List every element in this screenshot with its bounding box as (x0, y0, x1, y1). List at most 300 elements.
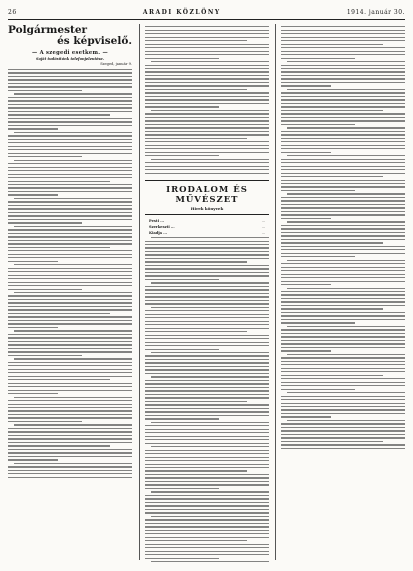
text-line (145, 26, 269, 27)
text-line (8, 177, 132, 178)
text-line (8, 327, 58, 328)
text-line (145, 30, 269, 31)
text-line (145, 512, 269, 513)
text-line (281, 423, 405, 424)
text-line (145, 321, 269, 322)
text-line (281, 434, 405, 435)
page-number: 26 (8, 8, 17, 16)
text-line (281, 242, 383, 243)
text-line (281, 225, 405, 226)
text-line (281, 71, 405, 72)
text-line (8, 445, 110, 446)
editor-row (149, 225, 265, 229)
text-line (145, 544, 269, 545)
text-line (145, 127, 269, 128)
text-line (8, 215, 132, 216)
text-line (145, 474, 269, 475)
text-line (8, 114, 110, 115)
text-line (281, 378, 405, 379)
editor-row (149, 231, 265, 235)
text-line (145, 436, 269, 437)
text-line (8, 243, 132, 244)
text-line (145, 359, 269, 360)
text-line (8, 139, 132, 140)
text-line (281, 26, 405, 27)
text-line (281, 190, 355, 191)
text-line (145, 37, 269, 38)
text-line (281, 336, 405, 337)
text-line (8, 278, 132, 279)
article-subtitle: — A szegedi esetkem. — (31, 50, 109, 56)
text-line (8, 428, 132, 429)
text-line (14, 264, 132, 265)
text-line (145, 296, 269, 297)
text-line (145, 432, 269, 433)
text-line (281, 399, 405, 400)
text-line (8, 191, 132, 192)
text-line (145, 498, 269, 499)
text-line (281, 270, 405, 271)
text-line (281, 319, 405, 320)
text-line (151, 110, 269, 111)
text-line (145, 394, 269, 395)
text-line (281, 92, 405, 93)
text-line (8, 456, 132, 457)
text-line (145, 519, 269, 520)
text-line (145, 401, 247, 402)
text-line (281, 347, 405, 348)
text-line (281, 232, 405, 233)
text-line (281, 134, 405, 135)
editor-key: Szerkeszti ... (149, 224, 175, 229)
text-line (8, 421, 82, 422)
text-line (281, 298, 405, 299)
text-line (145, 244, 269, 245)
header-rule (8, 19, 405, 20)
text-line (281, 218, 331, 219)
text-line (281, 315, 405, 316)
text-line (287, 392, 405, 393)
literature-body (145, 237, 269, 562)
text-line (145, 265, 269, 266)
text-line (281, 106, 405, 107)
text-line (281, 416, 331, 417)
text-line (8, 205, 132, 206)
text-line (281, 162, 405, 163)
text-line (8, 268, 132, 269)
text-line (8, 316, 132, 317)
text-line (151, 307, 269, 308)
text-line (145, 369, 269, 370)
text-line (145, 453, 269, 454)
text-line (281, 277, 405, 278)
text-line (281, 197, 405, 198)
text-line (281, 312, 405, 313)
text-line (14, 397, 132, 398)
text-line (8, 222, 82, 223)
text-line (8, 390, 132, 391)
article-title-part2: és képviselő. (57, 35, 132, 47)
text-line (281, 382, 405, 383)
column-divider (139, 24, 140, 560)
text-line (8, 407, 132, 408)
text-line (281, 294, 405, 295)
text-line (281, 333, 405, 334)
text-line (281, 85, 331, 86)
text-line (145, 241, 269, 242)
text-line (281, 274, 405, 275)
text-line (8, 449, 132, 450)
article-byline: Saját tudósítónk telefonjelentése. (36, 57, 104, 61)
text-line (145, 495, 269, 496)
text-line (145, 51, 269, 52)
text-line (145, 547, 269, 548)
text-line (281, 214, 405, 215)
text-line (145, 418, 219, 419)
text-line (281, 75, 405, 76)
text-line (145, 380, 269, 381)
text-line (281, 148, 405, 149)
text-line (8, 97, 132, 98)
text-line (281, 113, 405, 114)
text-line (8, 208, 132, 209)
text-line (8, 341, 132, 342)
article-body (8, 69, 132, 478)
text-line (145, 251, 269, 252)
text-line (281, 120, 405, 121)
text-line (8, 306, 132, 307)
text-line (145, 75, 269, 76)
text-line (8, 219, 132, 220)
text-line (145, 141, 269, 142)
text-line (281, 430, 405, 431)
text-line (287, 221, 405, 222)
text-line (8, 212, 132, 213)
text-line (281, 207, 405, 208)
text-line (145, 82, 269, 83)
text-line (145, 162, 269, 163)
text-line (14, 132, 132, 133)
text-line (281, 267, 405, 268)
text-line (145, 366, 269, 367)
text-line (145, 268, 269, 269)
text-line (281, 186, 405, 187)
text-line (8, 125, 132, 126)
text-line (145, 349, 219, 350)
text-line (8, 254, 132, 255)
text-line (281, 68, 405, 69)
text-line (145, 47, 269, 48)
text-line (145, 152, 269, 153)
text-line (145, 558, 219, 559)
text-line (281, 173, 405, 174)
text-line (287, 155, 405, 156)
text-line (145, 124, 269, 125)
text-line (281, 37, 405, 38)
text-line (287, 61, 405, 62)
text-line (8, 344, 132, 345)
text-line (8, 275, 132, 276)
column-2 (145, 24, 269, 564)
text-line (145, 387, 269, 388)
text-line (145, 279, 219, 280)
text-line (145, 78, 269, 79)
text-line (145, 526, 269, 527)
text-line (281, 249, 405, 250)
text-line (281, 291, 405, 292)
text-line (151, 516, 269, 517)
text-line (145, 328, 269, 329)
text-line (281, 40, 405, 41)
text-line (145, 120, 269, 121)
text-line (8, 452, 132, 453)
text-line (145, 355, 269, 356)
text-line (281, 329, 405, 330)
text-line (281, 169, 405, 170)
text-line (8, 414, 132, 415)
editor-key: Kiadja ... (149, 230, 167, 235)
text-line (281, 183, 405, 184)
text-line (145, 477, 269, 478)
text-line (145, 85, 269, 86)
text-line (281, 239, 405, 240)
text-line (8, 334, 132, 335)
text-line (8, 174, 132, 175)
text-line (145, 383, 269, 384)
text-line (145, 481, 269, 482)
text-line (145, 502, 269, 503)
text-line (145, 505, 269, 506)
article-dateline: Szeged, január 9. (100, 62, 132, 66)
newspaper-title: ARADI KÖZLÖNY (142, 8, 221, 16)
text-line (281, 403, 405, 404)
text-line (287, 326, 405, 327)
text-line (8, 72, 132, 73)
text-line (145, 71, 269, 72)
text-line (281, 145, 405, 146)
text-line (281, 281, 405, 282)
text-line (281, 117, 405, 118)
text-line (8, 477, 132, 478)
text-line (145, 397, 269, 398)
text-line (145, 300, 269, 301)
text-line (145, 303, 269, 304)
text-line (14, 358, 132, 359)
text-line (281, 371, 405, 372)
text-line (145, 33, 269, 34)
text-line (281, 263, 405, 264)
text-line (281, 152, 331, 153)
text-line (8, 163, 132, 164)
text-line (145, 530, 269, 531)
text-line (145, 254, 269, 255)
text-line (145, 166, 269, 167)
text-line (8, 194, 58, 195)
text-line (8, 79, 132, 80)
text-line (8, 400, 132, 401)
text-line (8, 107, 132, 108)
editor-value: ... (261, 224, 265, 229)
text-line (8, 187, 132, 188)
text-line (14, 160, 132, 161)
text-line (145, 272, 269, 273)
text-line (8, 386, 132, 387)
text-line (281, 253, 405, 254)
text-line (8, 156, 82, 157)
text-line (8, 233, 132, 234)
text-line (8, 111, 132, 112)
text-line (281, 301, 405, 302)
text-line (145, 310, 269, 311)
text-line (8, 404, 132, 405)
text-line (281, 396, 405, 397)
text-line (8, 435, 132, 436)
text-line (281, 375, 383, 376)
text-line (145, 138, 247, 139)
text-line (145, 484, 269, 485)
text-line (8, 181, 110, 182)
text-line (145, 331, 247, 332)
text-line (8, 142, 132, 143)
text-line (8, 285, 132, 286)
editor-value: ... (261, 218, 265, 223)
text-line (145, 523, 269, 524)
page-header (8, 6, 405, 18)
text-line (145, 54, 269, 55)
text-line (145, 408, 269, 409)
text-line (281, 322, 355, 323)
text-line (145, 173, 269, 174)
text-line (281, 385, 405, 386)
text-line (145, 134, 269, 135)
text-line (151, 159, 269, 160)
text-line (281, 211, 405, 212)
text-line (281, 409, 405, 410)
article-title-part1: Polgármester (8, 24, 88, 36)
text-line (281, 427, 405, 428)
text-line (151, 491, 269, 492)
text-line (8, 170, 132, 171)
text-line (8, 302, 132, 303)
text-line (145, 258, 269, 259)
news-body (281, 26, 405, 449)
text-line (8, 417, 132, 418)
text-line (145, 488, 219, 489)
text-line (8, 86, 132, 87)
editor-block (145, 219, 269, 235)
text-line (281, 448, 405, 449)
text-line (287, 89, 405, 90)
text-line (281, 235, 405, 236)
text-line (145, 92, 269, 93)
article-body-continued (145, 26, 269, 174)
text-line (8, 372, 132, 373)
text-line (145, 117, 269, 118)
text-line (287, 420, 405, 421)
text-line (8, 184, 132, 185)
issue-date: 1914. január 30. (346, 8, 405, 16)
text-line (145, 106, 219, 107)
text-line (8, 299, 132, 300)
text-line (14, 463, 132, 464)
text-line (281, 65, 405, 66)
text-line (8, 104, 132, 105)
column-divider (275, 24, 276, 560)
text-line (281, 444, 405, 445)
text-line (145, 338, 269, 339)
text-line (8, 438, 132, 439)
text-line (8, 250, 132, 251)
text-line (8, 153, 132, 154)
text-line (8, 376, 132, 377)
text-line (8, 118, 132, 119)
text-line (281, 180, 405, 181)
text-line (8, 320, 132, 321)
text-line (14, 330, 132, 331)
text-line (281, 204, 405, 205)
text-line (8, 379, 110, 380)
text-line (8, 355, 82, 356)
text-line (8, 323, 132, 324)
text-line (145, 44, 269, 45)
text-line (281, 141, 405, 142)
text-line (8, 459, 58, 460)
text-line (145, 335, 269, 336)
text-line (145, 275, 269, 276)
text-line (281, 340, 405, 341)
text-line (145, 317, 269, 318)
text-line (281, 176, 383, 177)
text-line (8, 271, 132, 272)
text-line (281, 368, 405, 369)
text-line (145, 362, 269, 363)
text-line (145, 464, 269, 465)
text-line (145, 289, 269, 290)
text-line (287, 288, 405, 289)
text-line (281, 413, 405, 414)
text-line (8, 295, 132, 296)
text-line (145, 261, 247, 262)
text-line (145, 68, 269, 69)
text-line (145, 155, 219, 156)
text-line (145, 443, 269, 444)
text-line (145, 415, 269, 416)
text-line (145, 425, 269, 426)
text-line (8, 135, 132, 136)
text-line (8, 466, 132, 467)
text-line (145, 169, 269, 170)
text-line (281, 357, 405, 358)
text-line (281, 406, 405, 407)
text-line (281, 44, 383, 45)
text-line (151, 422, 269, 423)
text-line (281, 343, 405, 344)
text-line (281, 131, 405, 132)
text-line (151, 376, 269, 377)
text-line (14, 93, 132, 94)
text-line (281, 437, 405, 438)
text-line (145, 96, 269, 97)
text-line (287, 127, 405, 128)
text-line (145, 58, 219, 59)
text-line (145, 390, 269, 391)
text-line (8, 257, 132, 258)
editor-value: ... (261, 230, 265, 235)
text-line (8, 201, 132, 202)
text-line (8, 69, 132, 70)
text-line (151, 237, 269, 238)
text-line (145, 148, 269, 149)
